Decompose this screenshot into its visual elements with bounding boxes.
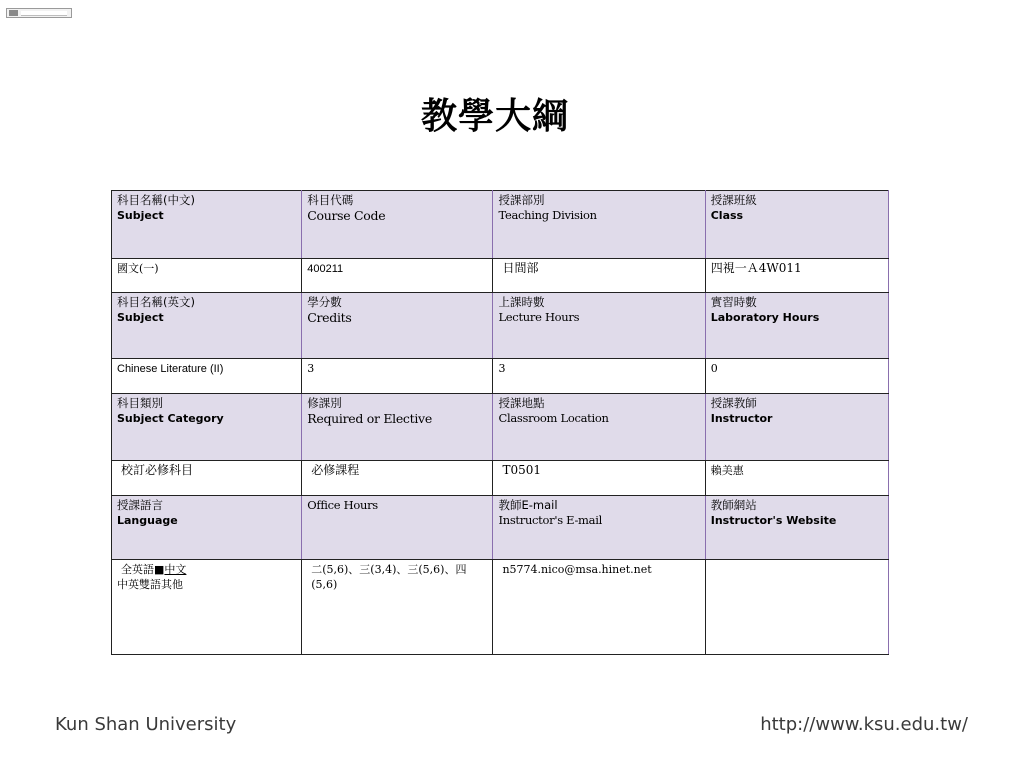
teaching-division-value: 日間部 — [502, 261, 539, 275]
instructor-email-value: n5774.nico@msa.hinet.net — [502, 563, 652, 576]
laboratory-hours-label: 實習時數 — [710, 295, 757, 309]
cell-teaching-division-header — [493, 191, 705, 259]
cell-classroom-location-value — [493, 461, 705, 496]
language-label: 授課語言 — [117, 498, 163, 512]
classroom-location-label: 授課地點 — [498, 396, 545, 410]
cell-subject-category-header — [112, 394, 302, 461]
instructor-website-label-en: Instructor's Website — [710, 514, 837, 527]
cell-credits-header — [302, 293, 493, 359]
cell-subject-en-header — [112, 293, 302, 359]
course-code-label: 科目代碼 — [307, 193, 354, 207]
cell-office-hours-header — [302, 496, 493, 560]
cell-subject-category-value — [112, 461, 302, 496]
cell-instructor-email-header — [493, 496, 705, 560]
cell-instructor-website-header — [705, 496, 888, 560]
credits-value: 3 — [307, 362, 315, 375]
instructor-email-label: 教師E-mail — [498, 498, 558, 512]
cell-teaching-division-value — [493, 259, 705, 293]
cell-course-code-header — [302, 191, 493, 259]
cell-instructor-website-value — [705, 560, 888, 655]
cell-instructor-header — [705, 394, 888, 461]
cell-subject-zh-header — [112, 191, 302, 259]
cell-subject-zh-value — [112, 259, 302, 293]
office-hours-label-en: Office Hours — [307, 498, 378, 512]
office-hours-value: 二(5,6)、三(3,4)、三(5,6)、四(5,6) — [311, 563, 467, 591]
language-line-2: 中英雙語其他 — [117, 578, 183, 591]
cell-class-header — [705, 191, 888, 259]
teaching-division-label-en: Teaching Division — [498, 208, 597, 222]
cell-laboratory-hours-value — [705, 359, 888, 394]
cell-language-value — [112, 560, 302, 655]
language-option-chinese: 中文 — [164, 563, 187, 576]
subject-en-label-en: Subject — [117, 311, 164, 324]
lecture-hours-label: 上課時數 — [498, 295, 545, 309]
required-elective-label-en: Required or Elective — [307, 411, 432, 426]
instructor-email-label-en: Instructor's E-mail — [498, 513, 602, 527]
required-elective-value: 必修課程 — [311, 463, 360, 477]
cell-instructor-email-value — [493, 560, 705, 655]
lecture-hours-value: 3 — [498, 362, 506, 375]
corner-bar — [21, 11, 67, 16]
course-code-value: 400211 — [307, 263, 344, 275]
instructor-value: 賴美惠 — [710, 464, 744, 477]
language-line-1 — [117, 562, 296, 577]
table-row-values-2 — [112, 359, 889, 394]
teaching-division-label: 授課部別 — [498, 193, 545, 207]
subject-category-label: 科目類別 — [117, 396, 163, 410]
lecture-hours-label-en: Lecture Hours — [498, 310, 580, 324]
footer-university-name: Kun Shan University — [55, 714, 237, 735]
cell-office-hours-value — [302, 560, 493, 655]
laboratory-hours-value: 0 — [710, 362, 718, 375]
course-code-label-en: Course Code — [307, 208, 386, 223]
cell-subject-en-value — [112, 359, 302, 394]
table-row-values-1 — [112, 259, 889, 293]
class-label: 授課班級 — [710, 193, 757, 207]
cell-class-value — [705, 259, 888, 293]
table-row-header-3 — [112, 394, 889, 461]
table-row-values-4 — [112, 560, 889, 655]
subject-zh-label-en: Subject — [117, 209, 164, 222]
cell-laboratory-hours-header — [705, 293, 888, 359]
footer-website-link[interactable]: http://www.ksu.edu.tw/ — [760, 714, 968, 735]
cell-lecture-hours-header — [493, 293, 705, 359]
cell-classroom-location-header — [493, 394, 705, 461]
corner-toolbar-widget[interactable] — [6, 8, 72, 18]
language-option-english: 全英語 — [121, 563, 154, 576]
class-value: 四視一Ａ4W011 — [710, 261, 802, 275]
laboratory-hours-label-en: Laboratory Hours — [710, 311, 820, 324]
subject-zh-value: 國文(一) — [117, 262, 159, 275]
credits-label: 學分數 — [307, 295, 342, 309]
subject-zh-label: 科目名稱(中文) — [117, 193, 195, 207]
class-label-en: Class — [710, 209, 744, 222]
subject-category-label-en: Subject Category — [117, 412, 224, 425]
instructor-website-label: 教師網站 — [710, 498, 757, 512]
table-row-values-3 — [112, 461, 889, 496]
subject-en-value: Chinese Literature (II) — [117, 363, 224, 375]
table-row-header-4 — [112, 496, 889, 560]
subject-en-label: 科目名稱(英文) — [117, 295, 195, 309]
cell-required-elective-value — [302, 461, 493, 496]
syllabus-table — [111, 190, 889, 655]
instructor-label-en: Instructor — [710, 412, 773, 425]
page-title: 教學大綱 — [420, 95, 569, 137]
table-row-header-1 — [112, 191, 889, 259]
instructor-label: 授課教師 — [710, 396, 757, 410]
cell-required-elective-header — [302, 394, 493, 461]
classroom-location-value: T0501 — [502, 463, 542, 477]
corner-handle-icon — [9, 10, 18, 16]
language-selected-mark-icon: ■ — [154, 563, 165, 576]
cell-credits-value — [302, 359, 493, 394]
cell-language-header — [112, 496, 302, 560]
cell-course-code-value — [302, 259, 493, 293]
subject-category-value: 校訂必修科目 — [121, 463, 194, 477]
cell-lecture-hours-value — [493, 359, 705, 394]
credits-label-en: Credits — [307, 310, 352, 325]
table-row-header-2 — [112, 293, 889, 359]
cell-instructor-value — [705, 461, 888, 496]
classroom-location-label-en: Classroom Location — [498, 411, 609, 425]
language-label-en: Language — [117, 514, 178, 527]
required-elective-label: 修課別 — [307, 396, 342, 410]
